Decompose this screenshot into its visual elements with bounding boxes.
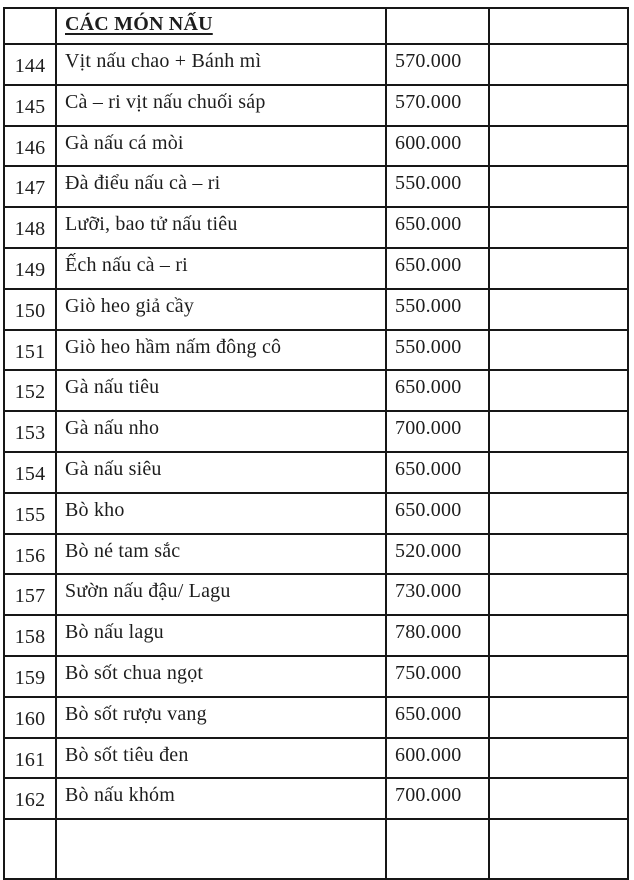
price-cell: 650.000 xyxy=(386,452,489,493)
notes-cell xyxy=(489,574,628,615)
row-number-cell: 145 xyxy=(4,85,56,126)
price-cell: 550.000 xyxy=(386,289,489,330)
price-cell: 570.000 xyxy=(386,44,489,85)
header-number-cell xyxy=(4,8,56,44)
price-cell: 700.000 xyxy=(386,778,489,819)
row-number-cell: 147 xyxy=(4,166,56,207)
dish-name-cell: Giò heo hầm nấm đông cô xyxy=(56,330,386,371)
menu-row xyxy=(4,44,628,85)
menu-row xyxy=(4,248,628,289)
dish-name-cell: Đà điểu nấu cà – ri xyxy=(56,166,386,207)
price-cell: 650.000 xyxy=(386,207,489,248)
dish-name-cell: Giò heo giả cầy xyxy=(56,289,386,330)
price-cell: 600.000 xyxy=(386,738,489,779)
row-number-cell: 154 xyxy=(4,452,56,493)
price-cell: 600.000 xyxy=(386,126,489,167)
notes-cell xyxy=(489,207,628,248)
menu-row xyxy=(4,615,628,656)
price-cell: 730.000 xyxy=(386,574,489,615)
menu-row xyxy=(4,493,628,534)
dish-name-cell: Bò né tam sắc xyxy=(56,534,386,575)
header-notes-cell xyxy=(489,8,628,44)
row-number-cell: 152 xyxy=(4,370,56,411)
dish-name-cell: Lưỡi, bao tử nấu tiêu xyxy=(56,207,386,248)
notes-cell xyxy=(489,615,628,656)
row-number-cell: 157 xyxy=(4,574,56,615)
menu-row xyxy=(4,452,628,493)
dish-name-cell: Gà nấu tiêu xyxy=(56,370,386,411)
dish-name-cell: Vịt nấu chao + Bánh mì xyxy=(56,44,386,85)
row-number-cell: 158 xyxy=(4,615,56,656)
row-number-cell: 153 xyxy=(4,411,56,452)
notes-cell xyxy=(489,493,628,534)
price-cell: 650.000 xyxy=(386,697,489,738)
dish-name-cell: Bò nấu lagu xyxy=(56,615,386,656)
menu-row xyxy=(4,289,628,330)
notes-cell xyxy=(489,738,628,779)
notes-cell xyxy=(489,126,628,167)
row-number-cell: 159 xyxy=(4,656,56,697)
section-title-cell xyxy=(56,8,386,44)
price-cell: 550.000 xyxy=(386,166,489,207)
dish-name-cell: Gà nấu cá mòi xyxy=(56,126,386,167)
row-number-cell: 146 xyxy=(4,126,56,167)
row-number-cell: 149 xyxy=(4,248,56,289)
menu-row xyxy=(4,126,628,167)
price-cell: 700.000 xyxy=(386,411,489,452)
section-title: CÁC MÓN NẤU xyxy=(65,13,213,35)
dish-name-cell: Bò sốt chua ngọt xyxy=(56,656,386,697)
notes-cell xyxy=(489,411,628,452)
row-number-cell: 148 xyxy=(4,207,56,248)
price-cell xyxy=(386,819,489,879)
table-header-row xyxy=(4,8,628,44)
menu-row xyxy=(4,411,628,452)
dish-name-cell: Bò kho xyxy=(56,493,386,534)
price-cell: 780.000 xyxy=(386,615,489,656)
menu-row xyxy=(4,778,628,819)
row-number-cell: 150 xyxy=(4,289,56,330)
notes-cell xyxy=(489,166,628,207)
row-number-cell: 161 xyxy=(4,738,56,779)
row-number-cell xyxy=(4,819,56,879)
price-cell: 650.000 xyxy=(386,493,489,534)
header-price-cell xyxy=(386,8,489,44)
dish-name-cell: Gà nấu siêu xyxy=(56,452,386,493)
menu-row xyxy=(4,166,628,207)
dish-name-cell: Bò sốt rượu vang xyxy=(56,697,386,738)
row-number-cell: 151 xyxy=(4,330,56,371)
notes-cell xyxy=(489,44,628,85)
notes-cell xyxy=(489,85,628,126)
dish-name-cell: Bò nấu khóm xyxy=(56,778,386,819)
notes-cell xyxy=(489,697,628,738)
dish-name-cell: Sườn nấu đậu/ Lagu xyxy=(56,574,386,615)
dish-name-cell xyxy=(56,819,386,879)
menu-row xyxy=(4,574,628,615)
menu-row xyxy=(4,697,628,738)
notes-cell xyxy=(489,289,628,330)
menu-row xyxy=(4,370,628,411)
menu-row xyxy=(4,738,628,779)
clipped-bottom-row xyxy=(4,819,628,879)
dish-name-cell: Bò sốt tiêu đen xyxy=(56,738,386,779)
menu-row xyxy=(4,330,628,371)
notes-cell xyxy=(489,656,628,697)
notes-cell xyxy=(489,330,628,371)
price-cell: 750.000 xyxy=(386,656,489,697)
row-number-cell: 160 xyxy=(4,697,56,738)
row-number-cell: 155 xyxy=(4,493,56,534)
dish-name-cell: Gà nấu nho xyxy=(56,411,386,452)
menu-row xyxy=(4,534,628,575)
menu-table-body xyxy=(4,8,628,879)
notes-cell xyxy=(489,370,628,411)
menu-price-table xyxy=(3,7,629,880)
notes-cell xyxy=(489,452,628,493)
price-cell: 650.000 xyxy=(386,370,489,411)
price-cell: 550.000 xyxy=(386,330,489,371)
row-number-cell: 156 xyxy=(4,534,56,575)
notes-cell xyxy=(489,534,628,575)
price-cell: 520.000 xyxy=(386,534,489,575)
notes-cell xyxy=(489,819,628,879)
notes-cell xyxy=(489,248,628,289)
menu-row xyxy=(4,85,628,126)
menu-row xyxy=(4,207,628,248)
row-number-cell: 144 xyxy=(4,44,56,85)
row-number-cell: 162 xyxy=(4,778,56,819)
dish-name-cell: Cà – ri vịt nấu chuối sáp xyxy=(56,85,386,126)
dish-name-cell: Ếch nấu cà – ri xyxy=(56,248,386,289)
price-cell: 650.000 xyxy=(386,248,489,289)
menu-row xyxy=(4,656,628,697)
price-cell: 570.000 xyxy=(386,85,489,126)
notes-cell xyxy=(489,778,628,819)
